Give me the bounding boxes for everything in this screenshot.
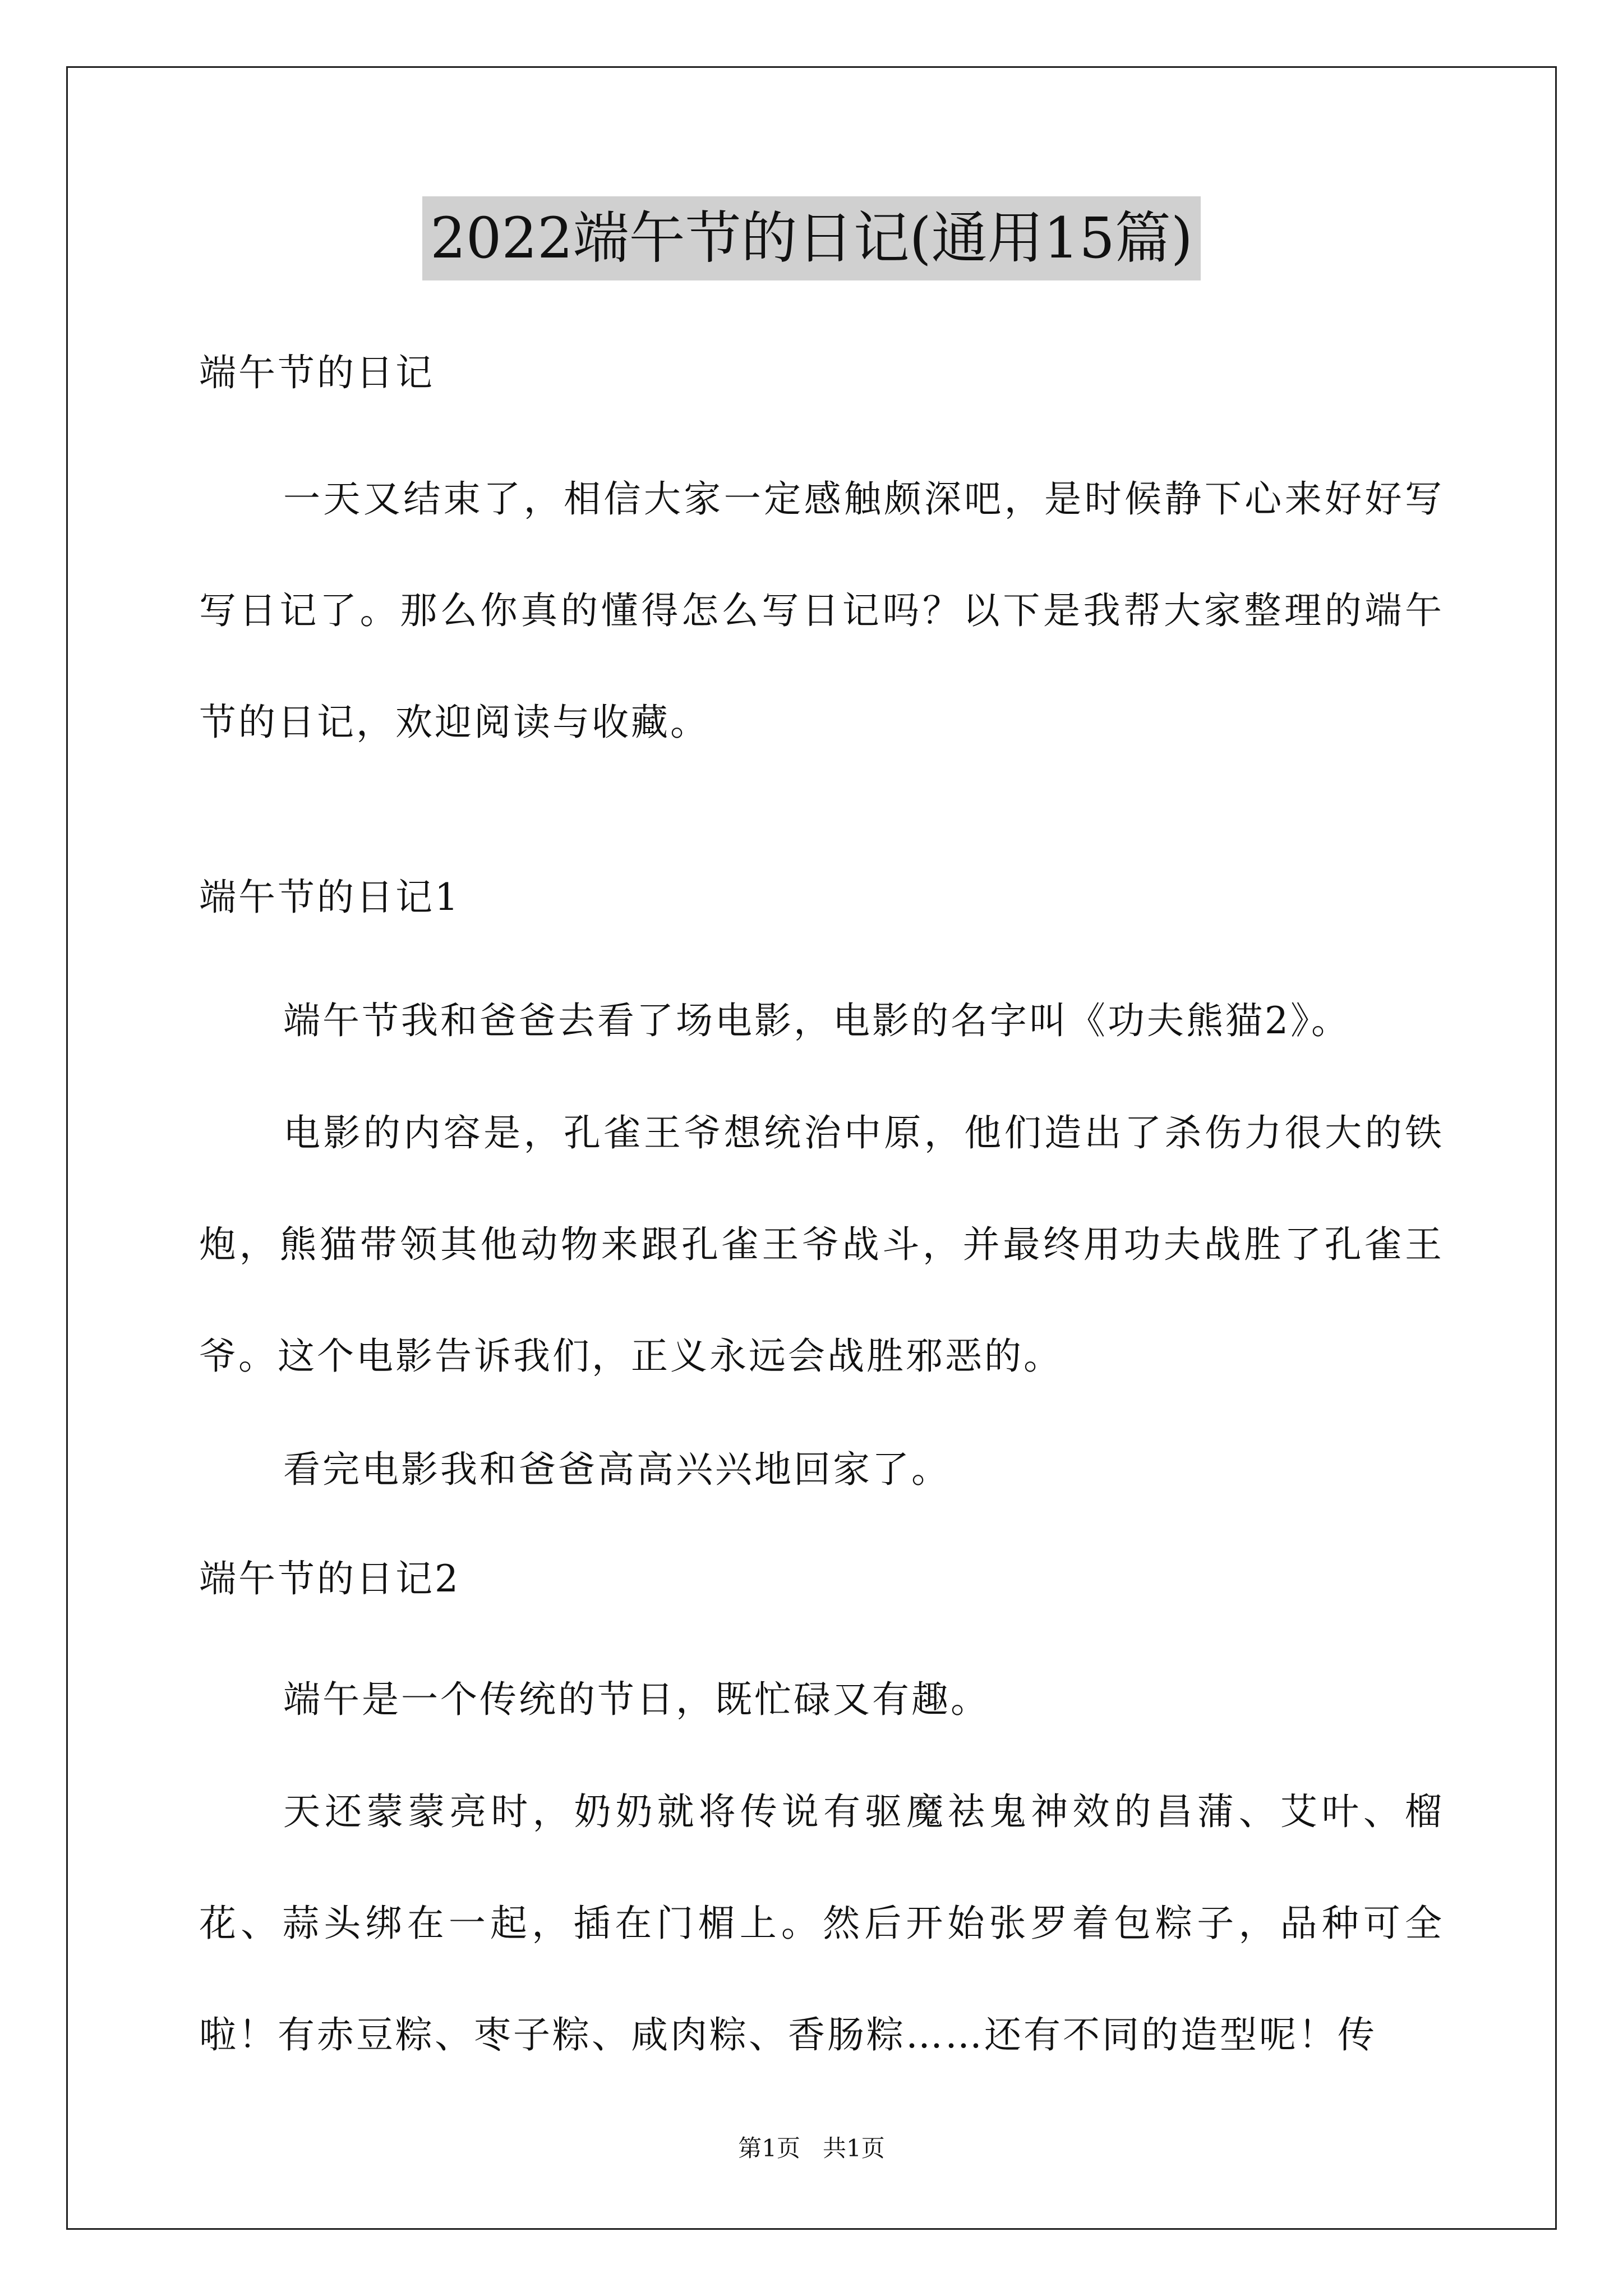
intro-paragraph: 一天又结束了，相信大家一定感触颇深吧，是时候静下心来好好写写日记了。那么你真的懂得怎么写日记吗？以下是我帮大家整理的端午节的日记，欢迎阅读与收藏。: [199, 477, 1444, 744]
section-heading-1: 端午节的日记1: [199, 876, 460, 919]
section1-paragraph-1: 端午节我和爸爸去看了场电影，电影的名字叫《功夫熊猫2》。: [283, 999, 1350, 1042]
section1-paragraph-2: 电影的内容是，孔雀王爷想统治中原，他们造出了杀伤力很大的铁炮，熊猫带领其他动物来跟孔雀王爷战斗，并最终用功夫战胜了孔雀王爷。这个电影告诉我们，正义永远会战胜邪恶的。: [199, 1111, 1444, 1378]
intro-heading: 端午节的日记: [199, 351, 435, 394]
section1-paragraph-3: 看完电影我和爸爸高高兴兴地回家了。: [283, 1448, 951, 1491]
page-footer: 第1页 共1页: [738, 2134, 885, 2162]
document-title: 2022端午节的日记(通用15篇): [422, 196, 1201, 280]
section2-paragraph-2: 天还蒙蒙亮时，奶奶就将传说有驱魔祛鬼神效的昌蒲、艾叶、榴花、蒜头绑在一起，插在门楣上。然后开始张罗着包粽子，品种可全啦！有赤豆粽、枣子粽、咸肉粽、香肠粽……还有不同的造型呢！传: [199, 1790, 1444, 2056]
title-wrap: [0, 196, 1623, 280]
section-heading-2: 端午节的日记2: [199, 1557, 460, 1600]
section2-paragraph-1: 端午是一个传统的节日，既忙碌又有趣。: [283, 1678, 990, 1721]
